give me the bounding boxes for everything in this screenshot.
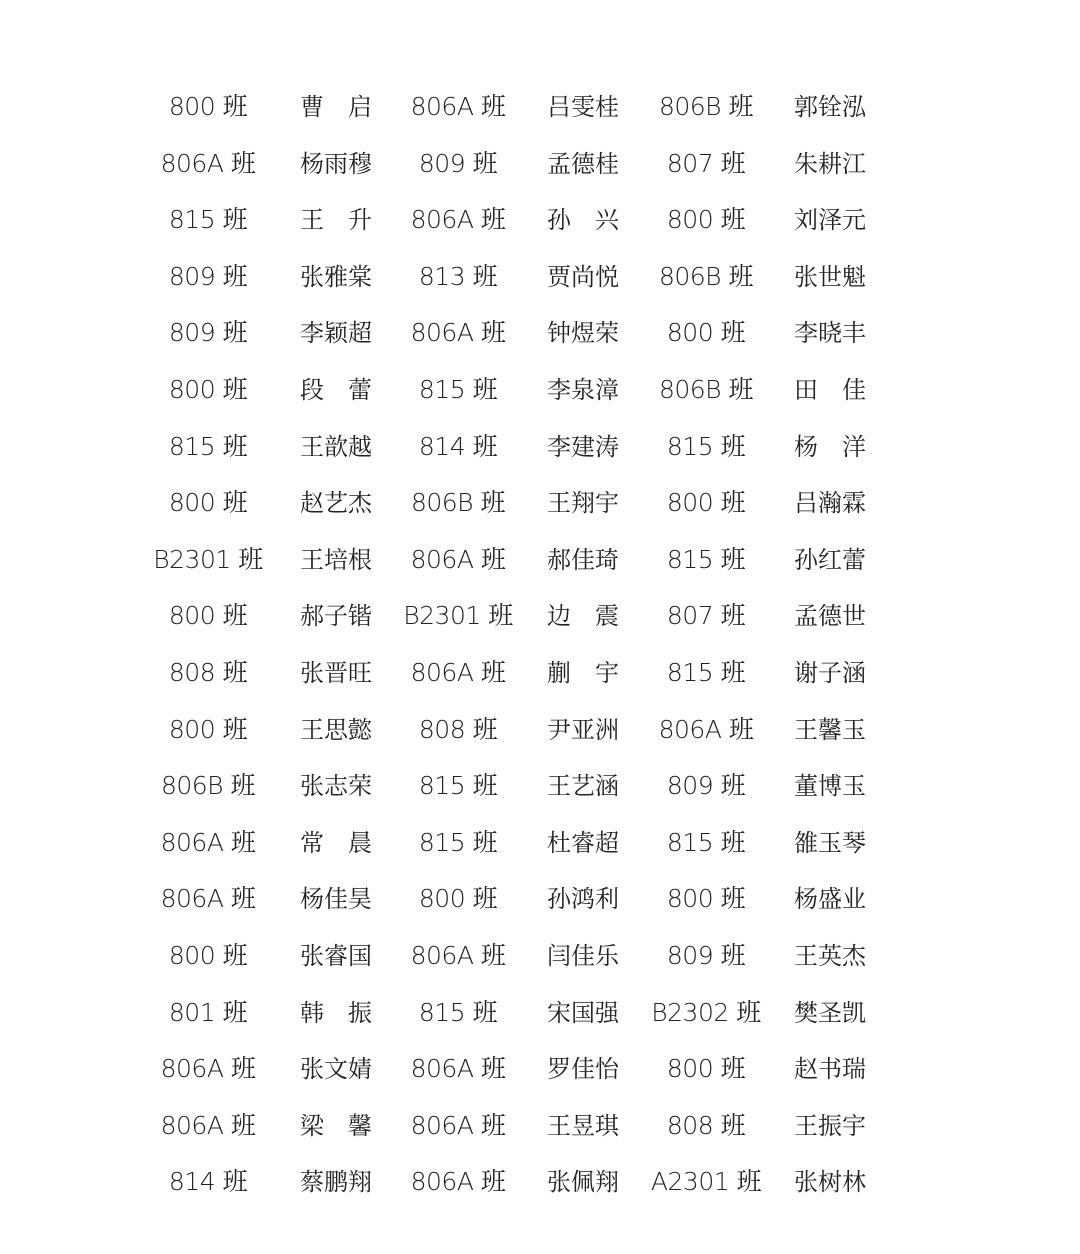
roster-row <box>0 700 1080 757</box>
roster-row <box>0 869 1080 926</box>
student-name: 杨佳昊 <box>300 885 372 914</box>
roster-row <box>0 926 1080 983</box>
roster-row <box>0 247 1080 304</box>
student-name: 樊圣凯 <box>794 998 866 1027</box>
class-label: 806A 班 <box>410 544 506 574</box>
class-label: 806A 班 <box>658 714 754 744</box>
roster-row <box>0 360 1080 417</box>
class-label: 806B 班 <box>160 771 256 801</box>
class-label: 806B 班 <box>658 374 754 404</box>
class-label: 806A 班 <box>410 92 506 121</box>
student-name: 吕瀚霖 <box>794 489 866 518</box>
class-label: 808 班 <box>666 1110 746 1140</box>
class-label: 809 班 <box>168 318 248 348</box>
class-label: 806A 班 <box>160 1110 256 1140</box>
student-name: 钟煜荣 <box>547 319 619 348</box>
class-label: 806A 班 <box>410 1167 506 1197</box>
class-label: 800 班 <box>168 601 248 631</box>
student-name: 王翔宇 <box>547 489 619 518</box>
student-name: 李颖超 <box>300 319 372 348</box>
student-name: 贾尚悦 <box>547 262 619 291</box>
class-label: 806B 班 <box>658 261 754 291</box>
student-name: 张树林 <box>794 1168 866 1197</box>
student-name: 王培根 <box>300 545 372 574</box>
roster-row <box>0 756 1080 813</box>
class-label: 808 班 <box>168 657 248 687</box>
student-name: 张世魁 <box>794 262 866 291</box>
class-label: 800 班 <box>168 714 248 744</box>
class-label: 800 班 <box>666 318 746 348</box>
class-label: A2301 班 <box>650 1167 762 1197</box>
student-name: 李建涛 <box>547 432 619 461</box>
class-label: 800 班 <box>168 488 248 518</box>
class-label: 806A 班 <box>410 940 506 970</box>
roster-row <box>0 417 1080 474</box>
class-label: 800 班 <box>666 884 746 914</box>
class-label: 800 班 <box>168 92 248 121</box>
student-name: 王馨玉 <box>794 715 866 744</box>
student-name: 张文婧 <box>300 1055 372 1084</box>
student-name: 张晋旺 <box>300 658 372 687</box>
class-label: 806A 班 <box>410 657 506 687</box>
student-name: 杜睿超 <box>547 828 619 857</box>
class-label: B2301 班 <box>153 544 263 574</box>
roster-row <box>0 473 1080 530</box>
class-label: 815 班 <box>168 205 248 235</box>
class-label: 808 班 <box>418 714 498 744</box>
student-name: 边 震 <box>547 602 619 631</box>
student-name: 张睿国 <box>300 941 372 970</box>
student-name: 张志荣 <box>300 772 372 801</box>
student-name: 谢子涵 <box>794 658 866 687</box>
class-label: 806B 班 <box>410 488 506 518</box>
class-label: 806A 班 <box>410 1054 506 1084</box>
class-label: 814 班 <box>418 431 498 461</box>
class-label: 800 班 <box>168 940 248 970</box>
student-name: 蒯 宇 <box>547 658 619 687</box>
class-label: 806A 班 <box>410 1110 506 1140</box>
roster-row <box>0 813 1080 870</box>
student-name: 赵书瑞 <box>794 1055 866 1084</box>
class-label: 815 班 <box>418 997 498 1027</box>
student-name: 王昱琪 <box>547 1111 619 1140</box>
class-label: 806A 班 <box>160 827 256 857</box>
roster-row <box>0 190 1080 247</box>
student-name: 王 升 <box>300 206 372 235</box>
student-name: 李晓丰 <box>794 319 866 348</box>
class-label: 815 班 <box>418 374 498 404</box>
student-name: 蔡鹏翔 <box>300 1168 372 1197</box>
student-name: 韩 振 <box>300 998 372 1027</box>
roster-row <box>0 77 1080 134</box>
roster-row <box>0 1152 1080 1209</box>
class-label: 807 班 <box>666 601 746 631</box>
student-name: 孟德桂 <box>547 149 619 178</box>
student-name: 孟德世 <box>794 602 866 631</box>
roster-row <box>0 586 1080 643</box>
student-name: 董博玉 <box>794 772 866 801</box>
class-label: 806B 班 <box>658 92 754 121</box>
student-name: 王英杰 <box>794 941 866 970</box>
student-name: 郝佳琦 <box>547 545 619 574</box>
class-label: 809 班 <box>666 940 746 970</box>
class-label: 806A 班 <box>410 205 506 235</box>
class-label: B2302 班 <box>651 997 761 1027</box>
student-name: 孙 兴 <box>547 206 619 235</box>
class-label: 809 班 <box>168 261 248 291</box>
student-roster <box>0 77 1080 1209</box>
student-name: 梁 馨 <box>300 1111 372 1140</box>
student-name: 雒玉琴 <box>794 828 866 857</box>
roster-row <box>0 1096 1080 1153</box>
class-label: 800 班 <box>168 374 248 404</box>
class-label: 815 班 <box>666 657 746 687</box>
student-name: 王歆越 <box>300 432 372 461</box>
class-label: 806A 班 <box>410 318 506 348</box>
student-name: 王思懿 <box>300 715 372 744</box>
class-label: 815 班 <box>418 771 498 801</box>
roster-row <box>0 983 1080 1040</box>
class-label: 814 班 <box>168 1167 248 1197</box>
class-label: 800 班 <box>418 884 498 914</box>
roster-row <box>0 134 1080 191</box>
student-name: 吕雯桂 <box>547 93 619 121</box>
class-label: 801 班 <box>168 997 248 1027</box>
student-name: 曹 启 <box>300 93 372 121</box>
class-label: 800 班 <box>666 205 746 235</box>
class-label: 815 班 <box>666 827 746 857</box>
class-label: 800 班 <box>666 1054 746 1084</box>
student-name: 王艺涵 <box>547 772 619 801</box>
class-label: 806A 班 <box>160 884 256 914</box>
class-label: 813 班 <box>418 261 498 291</box>
student-name: 朱耕江 <box>794 149 866 178</box>
class-label: 815 班 <box>666 544 746 574</box>
roster-row <box>0 530 1080 587</box>
student-name: 段 蕾 <box>300 375 372 404</box>
roster-row <box>0 1039 1080 1096</box>
student-name: 郝子锴 <box>300 602 372 631</box>
student-name: 李泉漳 <box>547 375 619 404</box>
student-name: 王振宇 <box>794 1111 866 1140</box>
student-name: 杨 洋 <box>794 432 866 461</box>
student-name: 赵艺杰 <box>300 489 372 518</box>
student-name: 田 佳 <box>794 375 866 404</box>
student-name: 刘泽元 <box>794 206 866 235</box>
class-label: 815 班 <box>168 431 248 461</box>
class-label: 809 班 <box>666 771 746 801</box>
student-name: 孙红蕾 <box>794 545 866 574</box>
class-label: 809 班 <box>418 148 498 178</box>
roster-row <box>0 303 1080 360</box>
student-name: 常 晨 <box>300 828 372 857</box>
student-name: 尹亚洲 <box>547 715 619 744</box>
class-label: 815 班 <box>418 827 498 857</box>
student-name: 孙鸿利 <box>547 885 619 914</box>
class-label: 815 班 <box>666 431 746 461</box>
class-label: B2301 班 <box>403 601 513 631</box>
student-name: 宋国强 <box>547 998 619 1027</box>
class-label: 807 班 <box>666 148 746 178</box>
student-name: 郭铨泓 <box>794 93 866 121</box>
student-name: 杨盛业 <box>794 885 866 914</box>
student-name: 张佩翔 <box>547 1168 619 1197</box>
student-name: 闫佳乐 <box>547 941 619 970</box>
class-label: 806A 班 <box>160 148 256 178</box>
student-name: 杨雨穆 <box>300 149 372 178</box>
class-label: 806A 班 <box>160 1054 256 1084</box>
student-name: 张雅棠 <box>300 262 372 291</box>
roster-row <box>0 643 1080 700</box>
class-label: 800 班 <box>666 488 746 518</box>
student-name: 罗佳怡 <box>547 1055 619 1084</box>
